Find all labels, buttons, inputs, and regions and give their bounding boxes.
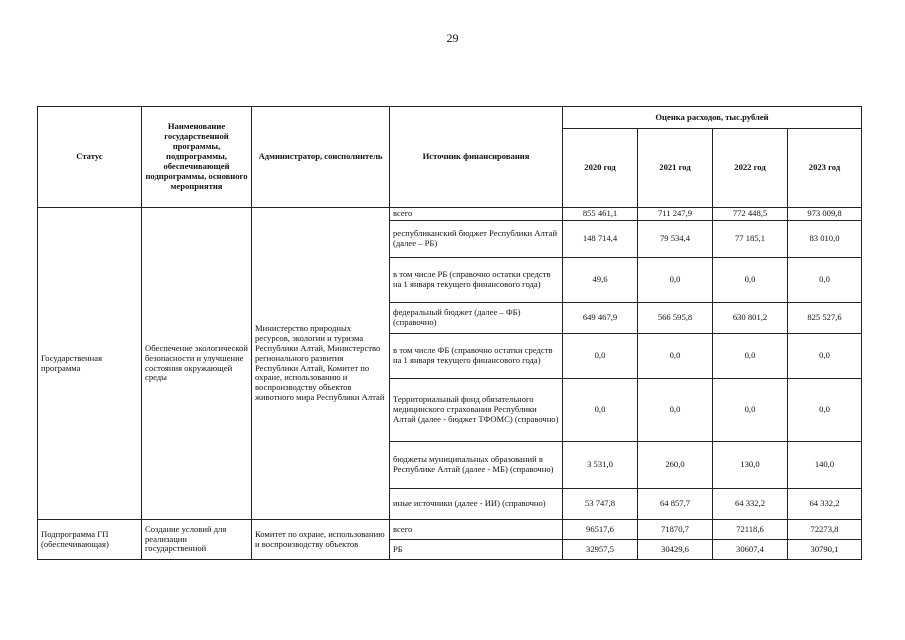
value-cell: 140,0 — [788, 442, 862, 489]
value-cell: 825 527,6 — [788, 303, 862, 334]
source-cell: всего — [390, 208, 563, 221]
value-cell: 772 448,5 — [713, 208, 788, 221]
source-cell: республиканский бюджет Республики Алтай (далее – РБ) — [390, 221, 563, 258]
source-cell: всего — [390, 520, 563, 540]
header-estimate: Оценка расходов, тыс.рублей — [563, 107, 862, 129]
value-cell: 0,0 — [788, 258, 862, 303]
value-cell: 0,0 — [713, 334, 788, 379]
value-cell: 260,0 — [638, 442, 713, 489]
program-status: Государственная программа — [38, 208, 142, 520]
value-cell: 71870,7 — [638, 520, 713, 540]
header-year-2023: 2023 год — [788, 129, 862, 208]
value-cell: 79 534,4 — [638, 221, 713, 258]
source-cell: Территориальный фонд обязательного медицинского страхования Республики Алтай (далее - бюджет ТФОМС) (справочно) — [390, 379, 563, 442]
budget-table — [37, 106, 862, 560]
source-cell: бюджеты муниципальных образований в Республике Алтай (далее - МБ) (справочно) — [390, 442, 563, 489]
value-cell: 0,0 — [563, 379, 638, 442]
value-cell: 32957,5 — [563, 540, 638, 560]
value-cell: 96517,6 — [563, 520, 638, 540]
table-row — [38, 520, 862, 540]
value-cell: 0,0 — [563, 334, 638, 379]
header-row-1 — [38, 107, 862, 129]
value-cell: 566 595,8 — [638, 303, 713, 334]
header-year-2020: 2020 год — [563, 129, 638, 208]
value-cell: 30429,6 — [638, 540, 713, 560]
value-cell: 53 747,8 — [563, 489, 638, 520]
source-cell: федеральный бюджет (далее – ФБ) (справочно) — [390, 303, 563, 334]
value-cell: 72118,6 — [713, 520, 788, 540]
value-cell: 148 714,4 — [563, 221, 638, 258]
value-cell: 0,0 — [788, 334, 862, 379]
value-cell: 83 010,0 — [788, 221, 862, 258]
page-number: 29 — [446, 31, 459, 45]
header-admin: Администратор, соисполнитель — [252, 107, 390, 208]
source-cell: в том числе РБ (справочно остатки средств на 1 января текущего финансового года) — [390, 258, 563, 303]
value-cell: 3 531,0 — [563, 442, 638, 489]
source-cell: иные источники (далее - ИИ) (справочно) — [390, 489, 563, 520]
header-name: Наименование государственной программы, подпрограммы, обеспечивающей подпрограммы, основного мероприятия — [142, 107, 252, 208]
value-cell: 64 332,2 — [788, 489, 862, 520]
value-cell: 649 467,9 — [563, 303, 638, 334]
program-admin: Министерство природных ресурсов, экологии и туризма Республики Алтай, Министерство регионального развития Республики Алтай, Комитет по охране, использованию и воспроизводству объектов животного мира Республики Алтай — [252, 208, 390, 520]
value-cell: 130,0 — [713, 442, 788, 489]
program-name: Обеспечение экологической безопасности и улучшение состояния окружающей среды — [142, 208, 252, 520]
value-cell: 0,0 — [638, 379, 713, 442]
subprogram-name: Создание условий для реализации государственной — [142, 520, 252, 560]
header-status: Статус — [38, 107, 142, 208]
value-cell: 0,0 — [788, 379, 862, 442]
value-cell: 0,0 — [638, 258, 713, 303]
value-cell: 30790,1 — [788, 540, 862, 560]
value-cell: 711 247,9 — [638, 208, 713, 221]
value-cell: 30607,4 — [713, 540, 788, 560]
value-cell: 64 857,7 — [638, 489, 713, 520]
value-cell: 0,0 — [638, 334, 713, 379]
header-year-2021: 2021 год — [638, 129, 713, 208]
source-cell: РБ — [390, 540, 563, 560]
value-cell: 0,0 — [713, 379, 788, 442]
value-cell: 855 461,1 — [563, 208, 638, 221]
header-year-2022: 2022 год — [713, 129, 788, 208]
source-cell: в том числе ФБ (справочно остатки средств на 1 января текущего финансового года) — [390, 334, 563, 379]
header-source: Источник финансирования — [390, 107, 563, 208]
value-cell: 77 185,1 — [713, 221, 788, 258]
value-cell: 0,0 — [713, 258, 788, 303]
value-cell: 64 332,2 — [713, 489, 788, 520]
value-cell: 630 801,2 — [713, 303, 788, 334]
subprogram-status: Подпрограмма ГП (обеспечивающая) — [38, 520, 142, 560]
value-cell: 72273,8 — [788, 520, 862, 540]
subprogram-admin: Комитет по охране, использованию и воспроизводству объектов — [252, 520, 390, 560]
value-cell: 49,6 — [563, 258, 638, 303]
value-cell: 973 009,8 — [788, 208, 862, 221]
table-row — [38, 208, 862, 221]
